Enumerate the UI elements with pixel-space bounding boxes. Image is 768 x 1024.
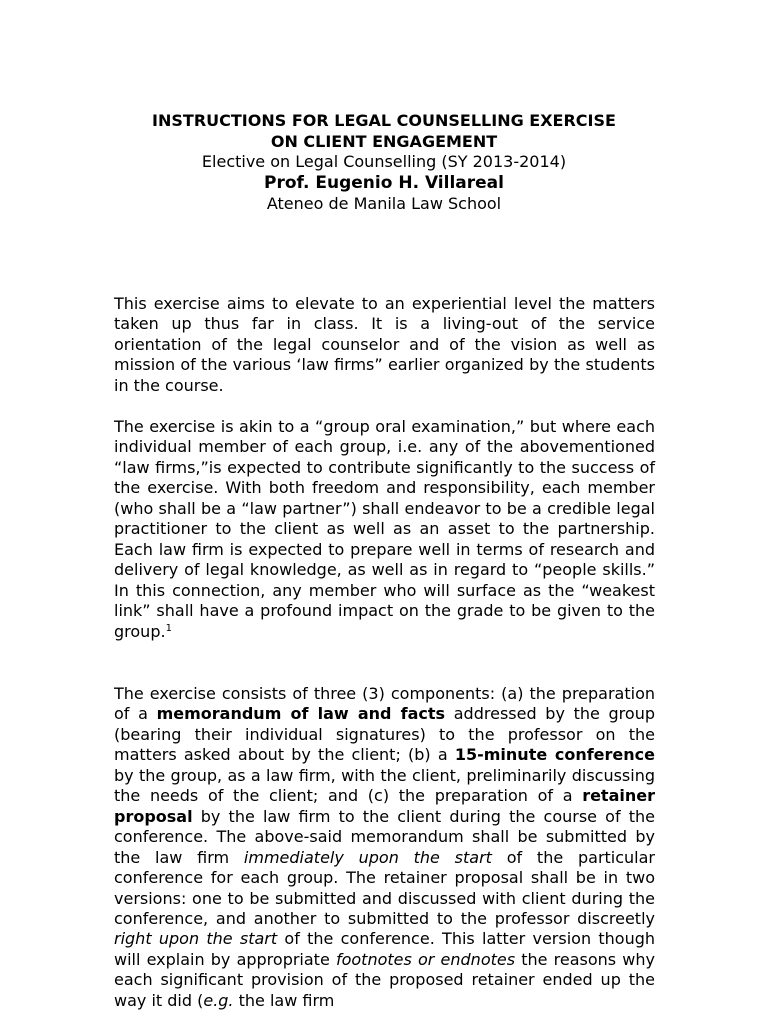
components-text: the law firm: [233, 990, 335, 1010]
emphasis-text: right upon the start: [114, 929, 278, 949]
components-text: of the particular conference for each group. The retainer proposal shall be in two versions: one to be submitted and discussed with client during the conference, and another to submitted to the professor discreetly: [114, 847, 656, 928]
paragraph-components: [114, 684, 655, 1011]
title-line-2: ON CLIENT ENGAGEMENT: [270, 132, 498, 151]
emphasis-text: immediately upon the start: [243, 847, 492, 867]
conference-term: 15-minute conference: [454, 745, 656, 765]
emphasis-text: e.g.: [203, 990, 234, 1010]
document-title: [0, 110, 768, 152]
components-text: by the group, as a law firm, with the client, preliminarily discussing the needs of the client; and (c) the preparation of a: [114, 765, 655, 806]
components-text: addressed by the group (bearing their individual signatures) to the professor on the matters asked about by the client; (b) a: [114, 704, 655, 765]
course-subtitle: Elective on Legal Counselling (SY 2013-2014): [201, 152, 567, 171]
paragraph-exercise-description: [114, 417, 655, 642]
title-line-1: INSTRUCTIONS FOR LEGAL COUNSELLING EXERCISE: [152, 111, 616, 130]
components-text: the reasons why each significant provision of the proposed retainer ended up the way it did (: [114, 949, 655, 1010]
paragraph-exercise-text: The exercise is akin to a “group oral examination,” but where each individual member of each group, i.e. any of the abovementioned “law firms,”is expected to contribute significantly to the success of the exercise. With both freedom and responsibility, each member (who shall be a “law partner”) shall endeavor to be a credible legal practitioner to the client as well as an asset to the partnership. Each law firm is expected to prepare well in terms of research and delivery of legal knowledge, as well as in regard to “people skills.” In this connection, any member who will surface as the “weakest link” shall have a profound impact on the grade to be given to the group.: [114, 417, 655, 641]
professor-name: Prof. Eugenio H. Villareal: [264, 173, 504, 193]
components-text: by the law firm to the client during the course of the conference. The above-said memorandum shall be submitted by the law firm: [114, 806, 655, 867]
footnote-marker: 1: [165, 622, 172, 634]
retainer-term: retainer proposal: [114, 786, 655, 826]
school-name: Ateneo de Manila Law School: [266, 194, 502, 213]
memorandum-term: memorandum of law and facts: [156, 704, 446, 724]
components-text: The exercise consists of three (3) components: (a) the preparation of a: [114, 684, 655, 724]
paragraph-intro: This exercise aims to elevate to an experiential level the matters taken up thus far in class. It is a living-out of the service orientation of the legal counselor and of the vision as well as mission of the various ‘law firms” earlier organized by the students in the course.: [114, 294, 655, 395]
emphasis-text: footnotes or endnotes: [335, 949, 516, 969]
components-text: of the conference. This latter version though will explain by appropriate: [114, 929, 656, 969]
